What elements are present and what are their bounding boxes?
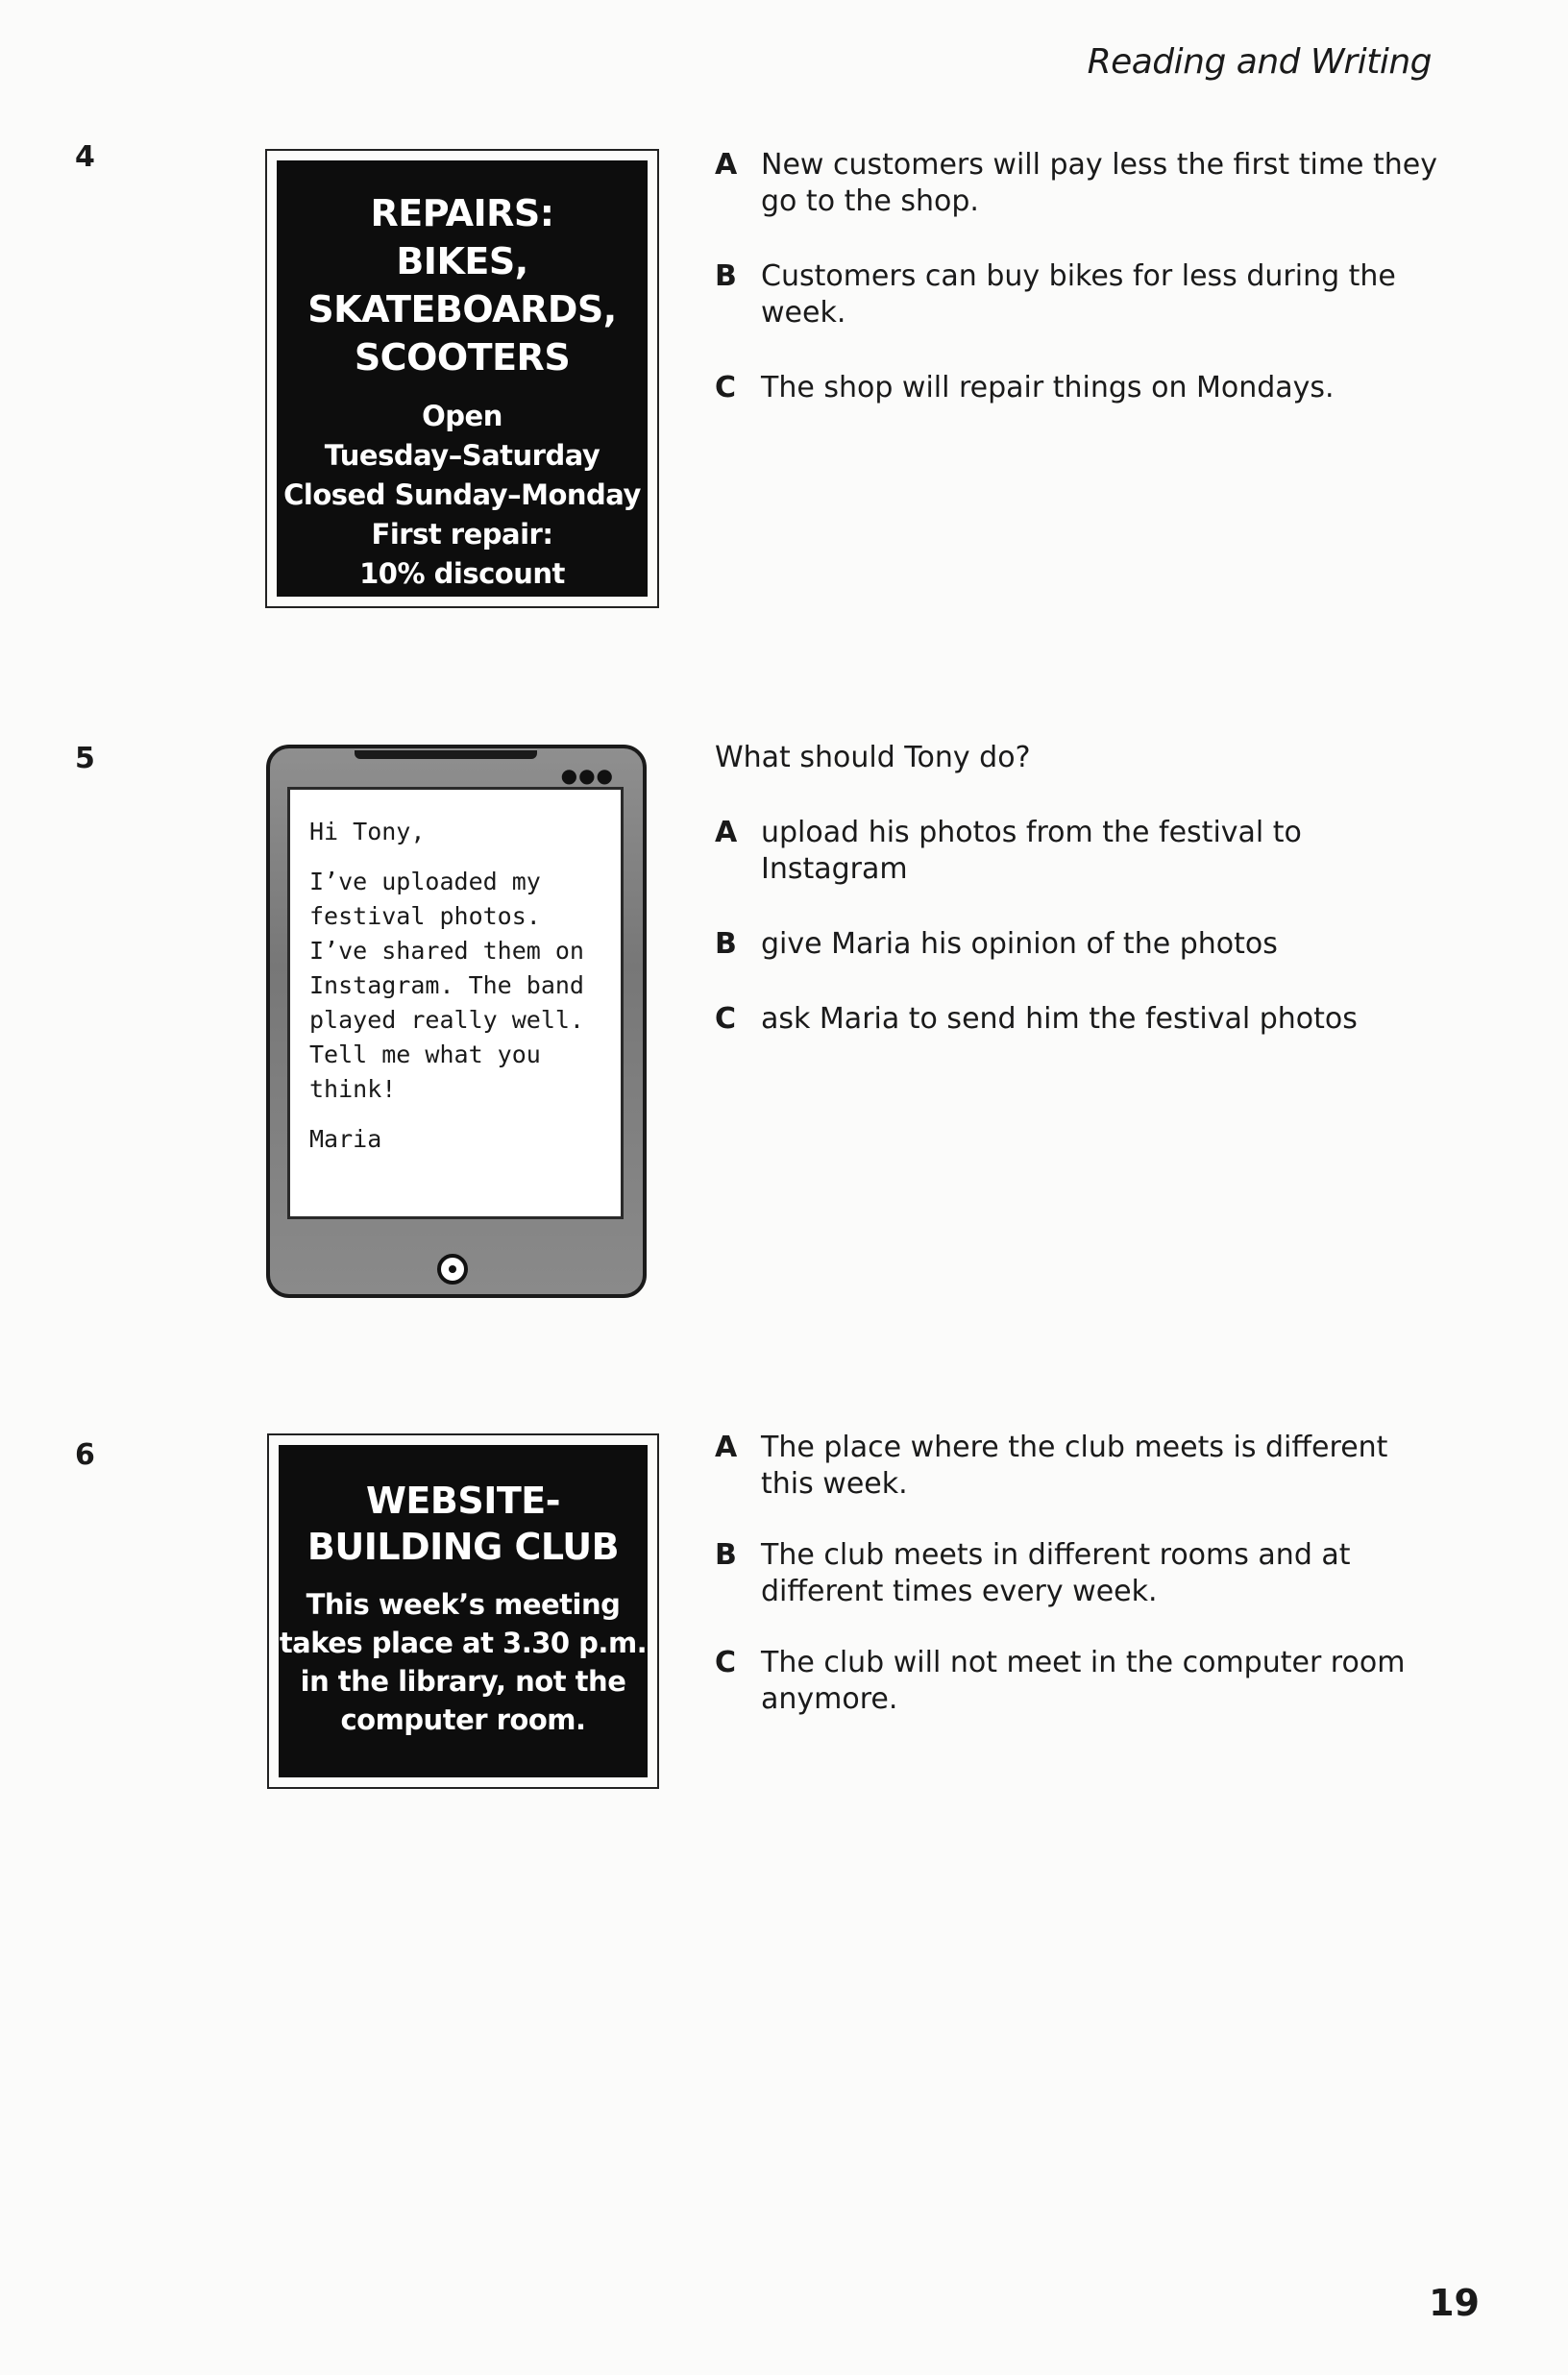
- answer-options: [715, 1430, 1445, 1756]
- message-signature: Maria: [309, 1125, 382, 1153]
- option-text: The club will not meet in the computer room anymore.: [761, 1646, 1406, 1716]
- home-button-icon: [437, 1254, 468, 1285]
- message-screen: [287, 787, 624, 1219]
- option-letter: A: [715, 816, 738, 849]
- notice-title-line: BIKES,: [396, 240, 528, 282]
- answer-option[interactable]: [715, 258, 1445, 331]
- notice-body-line: computer room.: [340, 1703, 586, 1736]
- option-text: The club meets in different rooms and at different times every week.: [761, 1538, 1351, 1608]
- notice-title-line: SCOOTERS: [354, 336, 571, 379]
- notice-body-line: 10% discount: [359, 557, 565, 590]
- option-letter: B: [715, 927, 737, 961]
- answer-options: [715, 147, 1445, 445]
- notice-body-line: Tuesday–Saturday: [324, 439, 600, 472]
- notice-title-line: SKATEBOARDS,: [307, 288, 617, 331]
- message-greeting: Hi Tony,: [309, 818, 426, 845]
- answer-option[interactable]: [715, 1001, 1445, 1038]
- answer-option[interactable]: [715, 1645, 1445, 1718]
- answer-option[interactable]: [715, 926, 1445, 963]
- notice-panel: [279, 1445, 648, 1777]
- camera-dots-icon: ●●●: [560, 764, 614, 787]
- option-letter: B: [715, 1538, 737, 1572]
- section-title: Reading and Writing: [1087, 42, 1432, 82]
- speaker-icon: [355, 750, 537, 759]
- question-number: 5: [75, 742, 95, 775]
- message-body: I’ve uploaded my festival photos. I’ve shared them on Instagram. The band played really well. Tell me what you think!: [309, 868, 584, 1103]
- answer-option[interactable]: [715, 1430, 1445, 1503]
- notice-sign: [265, 149, 659, 608]
- notice-body-line: Open: [422, 400, 502, 432]
- option-text: New customers will pay less the first time they go to the shop.: [761, 148, 1438, 218]
- answer-option[interactable]: [715, 815, 1445, 888]
- notice-body-line: Closed Sunday–Monday: [283, 478, 641, 511]
- question-number: 6: [75, 1438, 95, 1472]
- notice-body: [279, 1585, 648, 1739]
- option-text: upload his photos from the festival to Instagram: [761, 816, 1302, 886]
- notice-body-line: in the library, not the: [300, 1665, 626, 1698]
- notice-body: [277, 397, 648, 594]
- answer-options: [715, 740, 1445, 1076]
- option-text: give Maria his opinion of the photos: [761, 927, 1278, 961]
- notice-title: [277, 189, 648, 381]
- option-letter: C: [715, 1646, 737, 1679]
- option-letter: B: [715, 259, 737, 293]
- answer-option[interactable]: [715, 370, 1445, 406]
- notice-title: [279, 1478, 648, 1570]
- option-letter: A: [715, 148, 738, 182]
- option-letter: C: [715, 1002, 737, 1036]
- notice-body-line: First repair:: [371, 518, 553, 551]
- page-number: 19: [1429, 2282, 1480, 2324]
- notice-body-line: This week’s meeting: [306, 1588, 621, 1621]
- notice-panel: [277, 160, 648, 597]
- answer-option[interactable]: [715, 147, 1445, 220]
- option-letter: A: [715, 1431, 738, 1464]
- notice-title-line: REPAIRS:: [370, 192, 554, 234]
- question-number: 4: [75, 140, 95, 174]
- option-text: The place where the club meets is different this week.: [761, 1431, 1388, 1501]
- notice-sign: [267, 1433, 659, 1789]
- answer-option[interactable]: [715, 1537, 1445, 1610]
- option-text: Customers can buy bikes for less during the week.: [761, 259, 1396, 330]
- tablet-device: [266, 745, 647, 1298]
- option-text: The shop will repair things on Mondays.: [761, 371, 1335, 404]
- question-prompt: What should Tony do?: [715, 741, 1031, 774]
- notice-title-line: BUILDING CLUB: [306, 1526, 620, 1568]
- option-letter: C: [715, 371, 737, 404]
- option-text: ask Maria to send him the festival photos: [761, 1002, 1358, 1036]
- notice-title-line: WEBSITE-: [366, 1480, 560, 1522]
- notice-body-line: takes place at 3.30 p.m.: [279, 1627, 648, 1659]
